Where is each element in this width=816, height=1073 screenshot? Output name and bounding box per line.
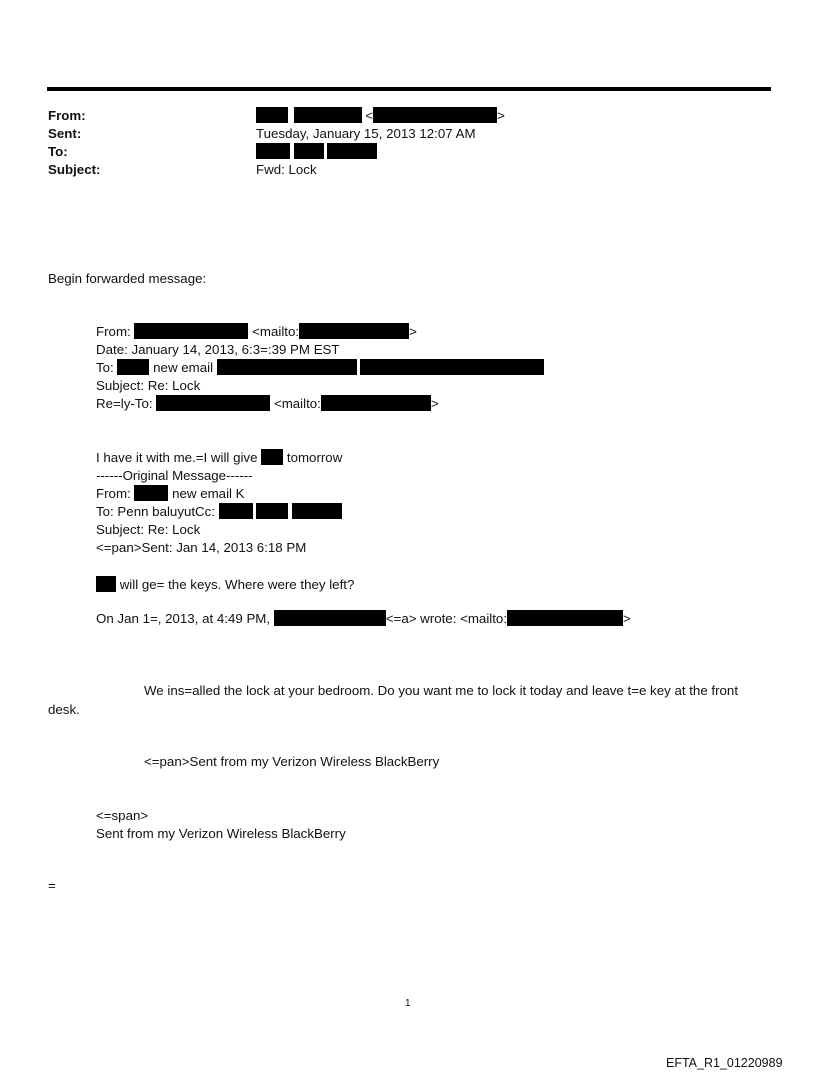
message-line: I have it with me.=I will give tomorrow <box>96 450 343 465</box>
lock-line: We ins=alled the lock at your bedroom. Do you want me to lock it today and leave t=e key at the front <box>144 683 739 698</box>
orig-subject-line: Subject: Re: Lock <box>96 522 201 537</box>
keys-line: will ge= the keys. Where were they left? <box>96 576 354 594</box>
page-number: 1 <box>405 998 411 1009</box>
signature-line: <=pan>Sent from my Verizon Wireless BlackBerry <box>144 754 440 769</box>
redaction <box>261 449 283 465</box>
subject-label: Subject: <box>48 162 101 177</box>
fwd-from-line: From: <mailto: > <box>96 324 417 339</box>
redaction <box>327 143 377 159</box>
redaction <box>294 107 362 123</box>
fwd-date-line: Date: January 14, 2013, 6:3=:39 PM EST <box>96 342 340 357</box>
original-message-marker: ------Original Message------ <box>96 468 253 483</box>
redaction <box>96 576 116 592</box>
redaction <box>134 485 168 501</box>
redaction <box>321 395 431 411</box>
redaction <box>256 143 290 159</box>
orig-sent-line: <=pan>Sent: Jan 14, 2013 6:18 PM <box>96 540 307 555</box>
orig-to-line: To: Penn baluyutCc: <box>96 503 342 521</box>
redaction <box>274 610 386 626</box>
redaction <box>134 323 248 339</box>
forward-intro: Begin forwarded message: <box>48 271 207 286</box>
header-rule <box>47 87 771 91</box>
redaction <box>507 610 623 626</box>
redaction <box>256 107 288 123</box>
redaction <box>217 359 357 375</box>
from-value: < > <box>256 107 505 125</box>
span-tag-line: <=span> <box>96 808 149 823</box>
on-wrote-line: On Jan 1=, 2013, at 4:49 PM, <=a> wrote: <mailto: > <box>96 611 631 626</box>
orig-from-line: From: new email K <box>96 486 245 501</box>
signature-line-2: Sent from my Verizon Wireless BlackBerry <box>96 826 346 841</box>
redaction <box>373 107 497 123</box>
fwd-subject-line: Subject: Re: Lock <box>96 378 201 393</box>
footer-id: EFTA_R1_01220989 <box>666 1056 783 1070</box>
from-label: From: <box>48 108 86 123</box>
redaction <box>117 359 149 375</box>
sent-value: Tuesday, January 15, 2013 12:07 AM <box>256 126 476 141</box>
to-label: To: <box>48 144 68 159</box>
redaction <box>292 503 342 519</box>
to-value <box>256 143 377 161</box>
subject-value: Fwd: Lock <box>256 162 317 177</box>
redaction <box>256 503 288 519</box>
redaction <box>360 359 544 375</box>
equals-line: = <box>48 878 56 893</box>
desk-line: desk. <box>48 702 80 717</box>
sent-label: Sent: <box>48 126 82 141</box>
fwd-to-line: To: new email <box>96 359 544 377</box>
redaction <box>156 395 270 411</box>
redaction <box>294 143 324 159</box>
fwd-reply-line: Re=ly-To: <mailto: > <box>96 396 439 411</box>
redaction <box>299 323 409 339</box>
redaction <box>219 503 253 519</box>
